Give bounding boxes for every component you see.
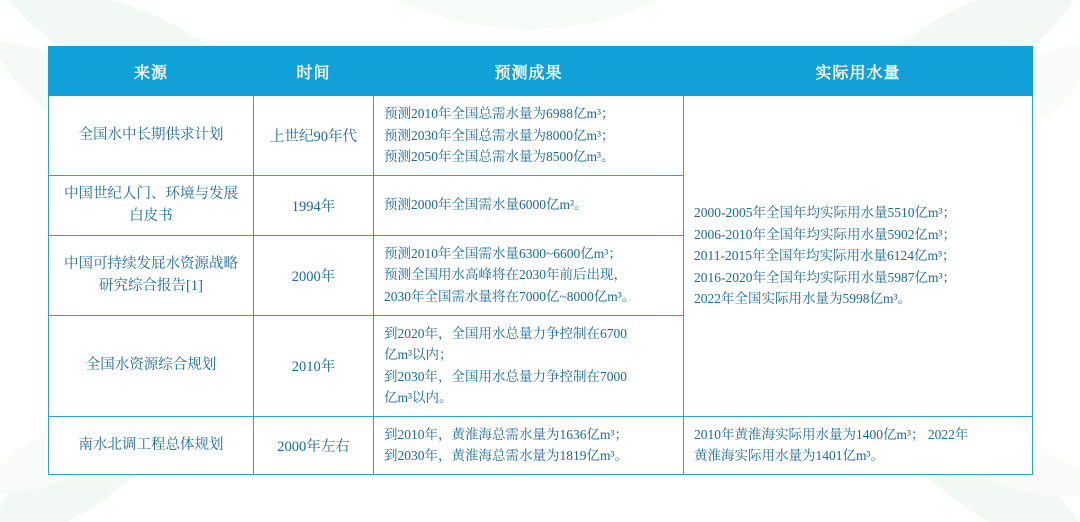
cell-prediction [374, 315, 684, 416]
cell-actual-huaihe [684, 416, 1033, 474]
prediction-line: 预测全国用水高峰将在2030年前后出现， [384, 267, 627, 283]
actual-line: 2000-2005年全国年均实际用水量5510亿m³； [694, 204, 957, 220]
water-forecast-table-container [48, 46, 1032, 475]
cell-time: 2000年左右 [254, 416, 374, 474]
prediction-line: 预测2050年全国总需水量为8500亿m³。 [384, 149, 615, 165]
prediction-line: 亿m³以内。 [384, 390, 453, 406]
header-source: 来源 [49, 47, 254, 96]
prediction-line: 预测2010年全国需水量6300~6600亿m³； [384, 245, 622, 261]
prediction-line: 到2020年，全国用水总量力争控制在6700 [384, 325, 627, 341]
cell-time: 1994年 [254, 175, 374, 235]
cell-time: 2010年 [254, 315, 374, 416]
prediction-line: 预测2030年全国总需水量为8000亿m³； [384, 127, 615, 143]
header-actual: 实际用水量 [684, 47, 1033, 96]
water-forecast-table [48, 46, 1033, 475]
cell-source: 中国可持续发屁水资源战略研究综合报告[1] [49, 235, 254, 315]
cell-source: 全国水中长期供求计划 [49, 96, 254, 176]
cell-actual-national [684, 96, 1033, 417]
prediction-line: 到2030年，全国用水总量力争控制在7000 [384, 368, 627, 384]
prediction-line: 到2030年，黄淮海总需水量为1819亿m³。 [384, 448, 629, 464]
prediction-line: 预测2000年全国需水量6000亿m²。 [384, 197, 588, 213]
cell-source: 南水北调工程总体规划 [49, 416, 254, 474]
cell-prediction [374, 96, 684, 176]
cell-prediction [374, 235, 684, 315]
prediction-line: 到2010年，黄淮海总需水量为1636亿m³； [384, 426, 629, 442]
actual-line: 2022年全国实际用水量为5998亿m³。 [694, 291, 912, 307]
actual-line: 2006-2010年全国年均实际用水量5902亿m³； [694, 226, 957, 242]
table-row [49, 96, 1033, 176]
cell-source: 全国水资源综合规划 [49, 315, 254, 416]
cell-time: 上世纪90年代 [254, 96, 374, 176]
prediction-line: 2030年全国需水量将在7000亿~8000亿m³。 [384, 288, 636, 304]
table-row [49, 416, 1033, 474]
cell-prediction [374, 175, 684, 235]
prediction-line: 预测2010年全国总需水量为6988亿m³； [384, 106, 615, 121]
cell-source: 中国世纪人门、环境与发展白皮书 [49, 175, 254, 235]
actual-line: 2016-2020年全国年均实际用水量5987亿m³； [694, 269, 957, 285]
cell-time: 2000年 [254, 235, 374, 315]
actual-line: 黄淮海实际用水量为1401亿m³。 [694, 448, 885, 464]
prediction-line: 亿m³以内； [384, 347, 453, 363]
table-header-row [49, 47, 1033, 96]
actual-line: 2011-2015年全国年均实际用水量6124亿m³； [694, 248, 956, 264]
cell-prediction [374, 416, 684, 474]
header-prediction: 预测成果 [374, 47, 684, 96]
header-time: 时间 [254, 47, 374, 96]
actual-line: 2010年黄淮海实际用水量为1400亿m³； 2022年 [694, 426, 969, 442]
